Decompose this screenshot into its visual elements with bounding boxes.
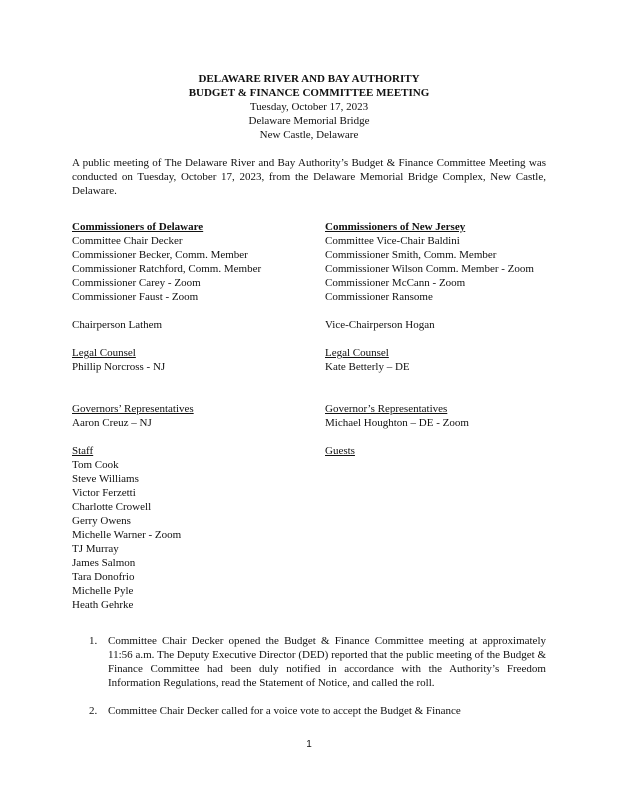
list-item: Michelle Pyle <box>72 585 134 597</box>
document-header <box>72 72 546 142</box>
list-item: Michelle Warner - Zoom <box>72 529 182 541</box>
delaware-commissioner: Commissioner Ratchford, Comm. Member <box>72 263 262 275</box>
meeting-city: New Castle, Delaware <box>259 129 359 141</box>
list-item: Steve Williams <box>72 473 139 485</box>
newjersey-counsel: Kate Betterly – DE <box>325 361 410 373</box>
newjersey-commissioner: Commissioner McCann - Zoom <box>325 277 466 289</box>
newjersey-column <box>325 220 578 612</box>
item-text: Committee Chair Decker called for a voice vote to accept the Budget & Finance <box>108 705 461 717</box>
delaware-commissioner: Commissioner Faust - Zoom <box>72 291 199 303</box>
delaware-counsel: Phillip Norcross - NJ <box>72 361 166 373</box>
newjersey-gov-heading: Governor’s Representatives <box>325 403 448 415</box>
newjersey-commissioner: Commissioner Wilson Comm. Member - Zoom <box>325 263 534 275</box>
list-item: James Salmon <box>72 557 136 569</box>
delaware-gov-rep: Aaron Creuz – NJ <box>72 417 152 429</box>
newjersey-commissioner: Commissioner Ransome <box>325 291 433 303</box>
org-title: DELAWARE RIVER AND BAY AUTHORITY <box>198 73 420 85</box>
page-number: 1 <box>306 739 312 750</box>
delaware-gov-heading: Governors’ Representatives <box>72 403 194 415</box>
delaware-commissioner: Committee Chair Decker <box>72 235 183 247</box>
item-text: Committee Chair Decker opened the Budget & Finance Committee meeting at approximately 11:56 a.m. The Deputy Executive Director (DED) reported that the public meeting of the Budget & Finance Committee had been duly notified in accordance with the Authority’s Freedom Information Regulations, read the Statement of Notice, and called the roll. <box>108 635 546 689</box>
attendance-columns <box>72 220 546 612</box>
newjersey-counsel-heading: Legal Counsel <box>325 347 389 359</box>
delaware-commissioner: Commissioner Carey - Zoom <box>72 277 201 289</box>
list-item: Tara Donofrio <box>72 571 135 583</box>
newjersey-commissioner: Committee Vice-Chair Baldini <box>325 235 460 247</box>
list-item: Heath Gehrke <box>72 599 134 611</box>
list-item: TJ Murray <box>72 543 119 555</box>
staff-heading: Staff <box>72 445 94 457</box>
list-item <box>72 704 546 718</box>
item-number: 1. <box>89 635 98 647</box>
guests-heading: Guests <box>325 445 355 457</box>
meeting-location: Delaware Memorial Bridge <box>248 115 370 127</box>
intro-paragraph: A public meeting of The Delaware River and Bay Authority’s Budget & Finance Committee Meeting was conducted on Tuesday, October 17, 2023, from the Delaware Memorial Bridge Complex, New Castle, Delaware. <box>72 157 546 197</box>
item-number: 2. <box>89 705 98 717</box>
delaware-column <box>72 220 325 612</box>
list-item: Victor Ferzetti <box>72 487 136 499</box>
delaware-counsel-heading: Legal Counsel <box>72 347 136 359</box>
meeting-title: BUDGET & FINANCE COMMITTEE MEETING <box>188 87 430 99</box>
newjersey-chairperson: Vice-Chairperson Hogan <box>325 319 435 331</box>
meeting-date: Tuesday, October 17, 2023 <box>249 101 369 113</box>
newjersey-heading: Commissioners of New Jersey <box>325 221 466 233</box>
list-item <box>72 634 546 690</box>
list-item: Tom Cook <box>72 459 119 471</box>
list-item: Gerry Owens <box>72 515 131 527</box>
minutes-items <box>72 634 546 718</box>
delaware-commissioner: Commissioner Becker, Comm. Member <box>72 249 248 261</box>
delaware-chairperson: Chairperson Lathem <box>72 319 163 331</box>
staff-list <box>72 458 325 612</box>
delaware-heading: Commissioners of Delaware <box>72 221 204 233</box>
newjersey-gov-rep: Michael Houghton – DE - Zoom <box>325 417 469 429</box>
newjersey-commissioner: Commissioner Smith, Comm. Member <box>325 249 497 261</box>
list-item: Charlotte Crowell <box>72 501 152 513</box>
